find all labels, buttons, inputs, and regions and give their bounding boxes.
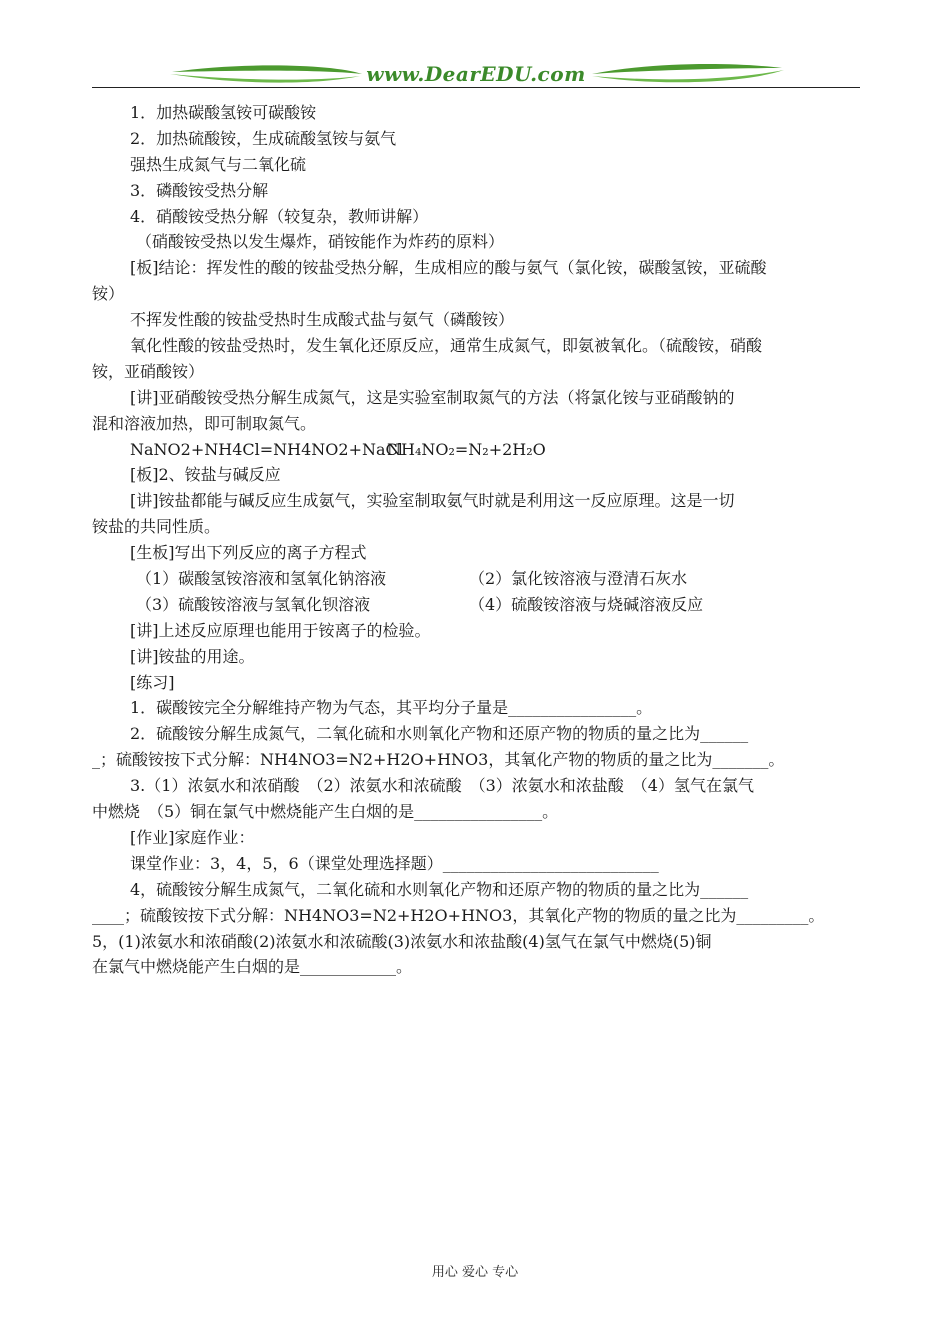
header-divider: [92, 87, 860, 88]
page-header: [92, 58, 860, 90]
text-line: [生板]写出下列反应的离子方程式: [130, 543, 367, 563]
homework-line: 4，硫酸铵分解生成氮气，二氧化硫和水则氧化产物和还原产物的物质的量之比为______: [130, 879, 749, 899]
text-line: 不挥发性酸的铵盐受热时生成酸式盐与氨气（磷酸铵）: [130, 310, 515, 330]
text-line: [讲]亚硝酸铵受热分解生成氮气，这是实验室制取氮气的方法（将氯化铵与亚硝酸钠的: [130, 387, 735, 407]
document-body: [92, 100, 862, 980]
text-line: 4．硝酸铵受热分解（较复杂，教师讲解）: [130, 206, 429, 226]
equation-right: NH₄NO₂=N₂+2H₂O: [387, 439, 546, 459]
text-line: [作业]家庭作业：: [130, 827, 255, 847]
text-line: [练习]: [130, 672, 175, 692]
text-line: [板]结论：挥发性的酸的铵盐受热分解，生成相应的酸与氨气（氯化铵，碳酸氢铵，亚硫酸: [130, 258, 767, 278]
homework-line: 在氯气中燃烧能产生白烟的是____________。: [92, 957, 413, 977]
reaction-item: （3）硫酸铵溶液与氢氧化钡溶液: [136, 594, 371, 614]
exercise-line: 3.（1）浓氨水和浓硝酸 （2）浓氨水和浓硫酸 （3）浓氨水和浓盐酸 （4）氢气在氯气: [130, 776, 754, 796]
site-logo-text: www.DearEDU.com: [366, 62, 586, 86]
text-line: [讲]铵盐的用途。: [130, 646, 255, 666]
text-line: [板]2、铵盐与碱反应: [130, 465, 281, 485]
text-line: 3．磷酸铵受热分解: [130, 180, 269, 200]
homework-line: ____；硫酸铵按下式分解：NH4NO3=N2+H2O+HNO3，其氧化产物的物质的量之比为_________。: [92, 905, 825, 925]
homework-line: 5，(1)浓氨水和浓硝酸(2)浓氨水和浓硫酸(3)浓氨水和浓盐酸(4)氢气在氯气中燃烧(5)铜: [92, 931, 712, 951]
reaction-row: [92, 592, 862, 618]
text-line: 课堂作业：3，4，5，6（课堂处理选择题）___________________________: [130, 853, 659, 873]
equation-left: NaNO2+NH4Cl=NH4NO2+NaCl: [130, 439, 403, 459]
text-line: 铵）: [92, 284, 125, 304]
page-footer: 用心 爱心 专心: [431, 1265, 519, 1280]
text-line: [讲]铵盐都能与碱反应生成氨气，实验室制取氨气时就是利用这一反应原理。这是一切: [130, 491, 735, 511]
text-line: 铵，亚硝酸铵）: [92, 361, 205, 381]
text-line: 1．加热碳酸氢铵可碳酸铵: [130, 103, 317, 122]
exercise-line: 2．硫酸铵分解生成氮气，二氧化硫和水则氧化产物和还原产物的物质的量之比为______: [130, 724, 749, 744]
text-line: 铵盐的共同性质。: [92, 517, 221, 537]
text-line: 强热生成氮气与二氧化硫: [130, 154, 307, 174]
equation-line: [92, 437, 862, 463]
exercise-line: 1．碳酸铵完全分解维持产物为气态，其平均分子量是________________。: [130, 698, 653, 718]
reaction-item: （2）氯化铵溶液与澄清石灰水: [469, 569, 688, 589]
exercise-line: _；硫酸铵按下式分解：NH4NO3=N2+H2O+HNO3，其氧化产物的物质的量之比为_______。: [92, 750, 785, 770]
text-line: （硝酸铵受热以发生爆炸，硝铵能作为炸药的原料）: [136, 232, 505, 252]
reaction-row: [92, 566, 862, 592]
reaction-item: （1）碳酸氢铵溶液和氢氧化钠溶液: [136, 569, 387, 589]
text-line: 混和溶液加热，即可制取氮气。: [92, 413, 317, 433]
exercise-line: 中燃烧 （5）铜在氯气中燃烧能产生白烟的是________________。: [92, 802, 559, 822]
text-line: 2．加热硫酸铵，生成硫酸氢铵与氨气: [130, 128, 397, 148]
text-line: 氧化性酸的铵盐受热时，发生氧化还原反应，通常生成氮气，即氨被氧化。（硫酸铵，硝酸: [130, 336, 763, 356]
reaction-item: （4）硫酸铵溶液与烧碱溶液反应: [469, 594, 704, 614]
text-line: [讲]上述反应原理也能用于铵离子的检验。: [130, 620, 431, 640]
